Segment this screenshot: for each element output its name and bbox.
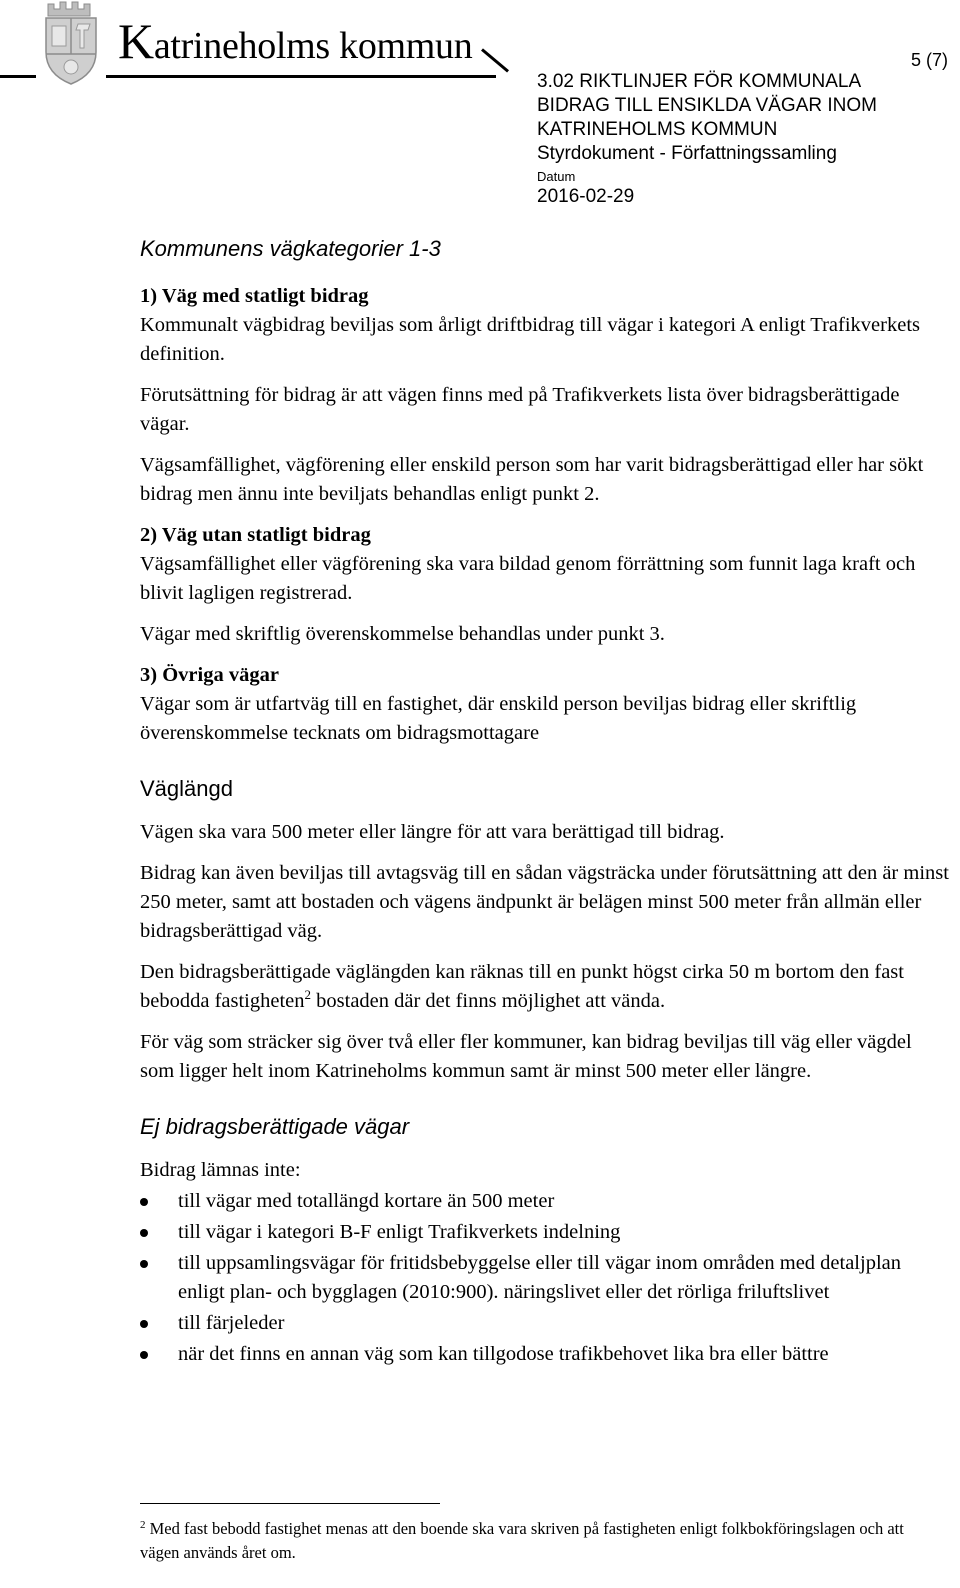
section-heading-length: Väglängd: [140, 776, 233, 801]
list-item: [140, 1340, 950, 1369]
footnote-reference[interactable]: 2: [304, 987, 312, 1002]
length-paragraph-3: [140, 958, 950, 1016]
section-heading-categories: Kommunens vägkategorier 1-3: [140, 236, 441, 261]
length-paragraph-4: För väg som sträcker sig över två eller fler kommuner, kan bidrag beviljas till väg eller vägdel som ligger helt inom Katrineholms kommun samt är minst 500 meter eller längre.: [140, 1031, 912, 1082]
category-1-text: Kommunalt vägbidrag beviljas som årligt driftbidrag till vägar i kategori A enligt Trafikverkets definition.: [140, 314, 920, 365]
list-item: [140, 1218, 950, 1247]
length-paragraph-3-end: bostaden där det finns möjlighet att vända.: [311, 990, 666, 1012]
list-item-text: till vägar i kategori B-F enligt Trafikverkets indelning: [178, 1221, 621, 1243]
category-2-title: 2) Väg utan statligt bidrag: [140, 524, 371, 546]
footnote-text: Med fast bebodd fastighet menas att den boende ska vara skriven på fastigheten enligt folkbokföringslagen och att vägen används året om.: [140, 1519, 904, 1562]
list-item-text: till vägar med totallängd kortare än 500 meter: [178, 1190, 555, 1212]
length-paragraph-2: Bidrag kan även beviljas till avtagsväg till en sådan vägsträcka under förutsättning att den är minst 250 meter, samt att bostaden och vägens ändpunkt är belägen minst 500 meter från allmän eller bidragsberättigad väg.: [140, 862, 949, 942]
ineligible-intro: Bidrag lämnas inte:: [140, 1159, 301, 1181]
municipality-wordmark: [118, 12, 472, 70]
length-paragraph-1: Vägen ska vara 500 meter eller längre för att vara berättigad till bidrag.: [140, 821, 725, 843]
doc-title-line-3: KATRINEHOLMS KOMMUN: [537, 119, 778, 140]
bullet-icon: [140, 1198, 148, 1206]
category-1-paragraph-3: Vägsamfällighet, vägförening eller enskild person som har varit bidragsberättigad eller har sökt bidrag men ännu inte beviljats behandlas enligt punkt 2.: [140, 454, 924, 505]
category-1-paragraph-2: Förutsättning för bidrag är att vägen finns med på Trafikverkets lista över bidragsberättigade vägar.: [140, 384, 900, 435]
bullet-icon: [140, 1229, 148, 1237]
category-3: [140, 661, 950, 748]
date-value: 2016-02-29: [537, 186, 635, 207]
category-2-paragraph-2: Vägar med skriftlig överenskommelse behandlas under punkt 3.: [140, 623, 665, 645]
coat-of-arms-logo: [40, 0, 102, 88]
document-body: [140, 234, 950, 1371]
header-rule: [106, 75, 496, 78]
list-item-text: när det finns en annan väg som kan tillgodose trafikbehovet lika bra eller bättre: [178, 1343, 829, 1365]
list-item: [140, 1309, 950, 1338]
bullet-icon: [140, 1351, 148, 1359]
category-2: [140, 521, 950, 608]
footnote-number: 2: [140, 1519, 146, 1531]
bullet-icon: [140, 1320, 148, 1328]
date-label: Datum: [537, 169, 576, 184]
page-number: 5 (7): [910, 50, 948, 70]
doc-title-line-1: 3.02 RIKTLINJER FÖR KOMMUNALA: [537, 71, 862, 92]
header-rule-slash: [481, 48, 509, 72]
wordmark-rest: atrineholms kommun: [153, 25, 473, 67]
category-1-title: 1) Väg med statligt bidrag: [140, 285, 369, 307]
category-3-title: 3) Övriga vägar: [140, 664, 279, 686]
category-1: [140, 282, 950, 369]
section-heading-ineligible: Ej bidragsberättigade vägar: [140, 1114, 410, 1139]
ineligible-list: [140, 1187, 950, 1369]
list-item: [140, 1249, 950, 1307]
doc-title-line-2: BIDRAG TILL ENSIKLDA VÄGAR INOM: [537, 95, 877, 116]
footnote-separator: [140, 1503, 440, 1504]
wordmark-initial: K: [118, 13, 154, 69]
bullet-icon: [140, 1260, 148, 1268]
header-rule-left: [0, 75, 36, 78]
category-2-text: Vägsamfällighet eller vägförening ska vara bildad genom förrättning som funnit laga kraft och blivit lagligen registrerad.: [140, 553, 916, 604]
category-3-text: Vägar som är utfartväg till en fastighet, där enskild person beviljas bidrag eller skriftlig överenskommelse tecknats om bidragsmottagare: [140, 693, 857, 744]
list-item-text: till uppsamlingsvägar för fritidsbebyggelse eller till vägar inom områden med detaljplan enligt plan- och bygglagen (2010:900). näringslivet eller det rörliga friluftslivet: [178, 1252, 901, 1303]
document-info: [537, 70, 877, 209]
list-item: [140, 1187, 950, 1216]
doc-type: Styrdokument - Författningssamling: [537, 143, 837, 164]
length-paragraph-3-start: Den bidragsberättigade väglängden kan räknas till en punkt högst cirka 50 m bortom den fast bebodda fastigheten: [140, 961, 904, 1012]
list-item-text: till färjeleder: [178, 1312, 285, 1334]
footnote: [140, 1517, 930, 1565]
